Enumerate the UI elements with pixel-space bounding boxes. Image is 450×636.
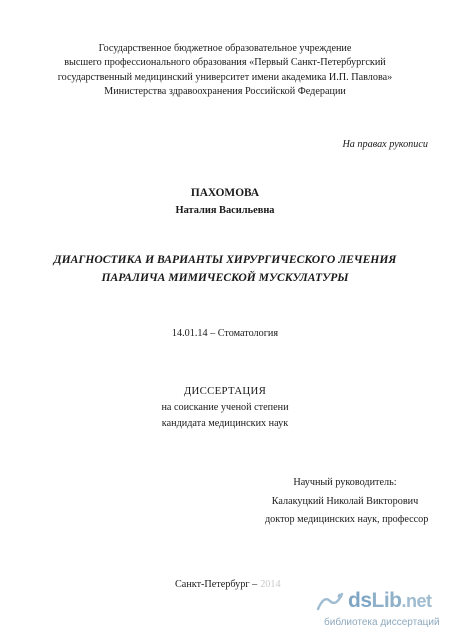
supervisor-block [265,474,429,530]
dslib-watermark [316,589,448,631]
title-line: ДИАГНОСТИКА И ВАРИАНТЫ ХИРУРГИЧЕСКОГО ЛЕЧЕНИЯ [53,253,397,266]
watermark-brand [348,589,432,613]
city: Санкт-Петербург – [175,579,258,590]
city-year [175,579,281,590]
dissertation-heading: ДИССЕРТАЦИЯ [183,385,267,397]
institution-line: Государственное бюджетное образовательное учреждение [98,43,352,54]
institution-line: высшего профессионального образования «Первый Санкт-Петербургский [64,57,386,69]
brand-lib: Lib [371,589,402,612]
supervisor-label: Научный руководитель: [293,477,397,488]
author-surname: ПАХОМОВА [190,187,260,199]
specialty: 14.01.14 – Стоматология [171,328,279,339]
rights-note: На правах рукописи [342,139,428,150]
watermark-tagline: библиотека диссертаций [324,617,440,628]
dissertation-title [0,251,450,287]
year: 2014 [260,579,281,590]
supervisor-name: Калакуцкий Николай Викторович [271,495,419,507]
dissertation-line: кандидата медицинских наук [161,418,289,429]
brand-ds: ds [348,589,372,612]
institution-header [0,42,450,100]
dslib-logo-icon [316,591,344,613]
dissertation-block [0,383,450,433]
institution-line: Министерства здравоохранения Российской Федерации [104,86,346,98]
brand-net: .net [401,591,432,611]
author-given-names: Наталия Васильевна [175,205,275,216]
author-block [0,184,450,220]
dissertation-line: на соискание ученой степени [161,401,289,413]
supervisor-degree: доктор медицинских наук, профессор [265,514,429,525]
institution-line: государственный медицинский университет имени академика И.П. Павлова» [57,71,393,83]
title-line: ПАРАЛИЧА МИМИЧЕСКОЙ МУСКУЛАТУРЫ [101,271,349,284]
